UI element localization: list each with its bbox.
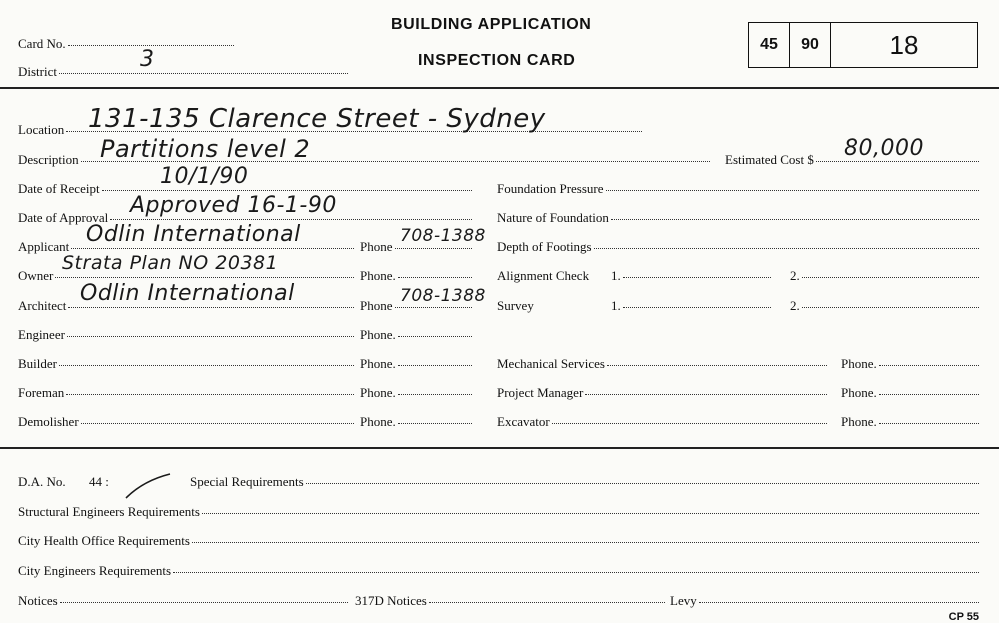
- card-number-boxes: [748, 22, 978, 68]
- depth-of-footings-field: [497, 239, 979, 257]
- nature-of-foundation-label: Nature of Foundation: [497, 210, 609, 225]
- description-value: Partitions level 2: [100, 135, 311, 163]
- excavator-phone-field: [841, 414, 979, 432]
- description-label: Description: [18, 152, 79, 167]
- engineer-label: Engineer: [18, 327, 65, 342]
- alignment-check-1-field: [611, 268, 771, 286]
- notices-field: [18, 593, 348, 611]
- notices-317d-field: [355, 593, 665, 611]
- title-line-1: BUILDING APPLICATION: [391, 16, 592, 33]
- demolisher-phone-field: [360, 414, 472, 432]
- notices-label: Notices: [18, 593, 58, 608]
- special-requirements-label: Special Requirements: [190, 474, 304, 489]
- foreman-phone-field: [360, 385, 472, 403]
- district-label: District: [18, 64, 57, 79]
- demolisher-field: [18, 414, 354, 432]
- survey-2-label: 2.: [790, 298, 800, 313]
- survey-1-label: 1.: [611, 298, 621, 313]
- owner-phone-label: Phone.: [360, 268, 396, 283]
- engineer-field: [18, 327, 354, 345]
- da-no-label: D.A. No.: [18, 474, 66, 489]
- architect-value: Odlin International: [80, 281, 295, 306]
- city-health-field: [18, 533, 979, 551]
- applicant-value: Odlin International: [86, 222, 301, 247]
- estimated-cost-label: Estimated Cost $: [725, 152, 814, 167]
- date-of-approval-label: Date of Approval: [18, 210, 109, 225]
- builder-label: Builder: [18, 356, 57, 371]
- district-value: 3: [140, 47, 155, 72]
- card-no-label: Card No.: [18, 36, 66, 51]
- project-manager-phone-field: [841, 385, 979, 403]
- project-manager-phone-label: Phone.: [841, 385, 877, 400]
- da-no-value: 44 :: [89, 474, 109, 489]
- district-field: [18, 64, 348, 82]
- city-engineers-label: City Engineers Requirements: [18, 563, 172, 578]
- nature-of-foundation-field: [497, 210, 979, 228]
- city-health-label: City Health Office Requirements: [18, 533, 190, 548]
- survey-label: Survey: [497, 298, 534, 313]
- middle-rule: [0, 447, 999, 449]
- alignment-check-2-field: [790, 268, 979, 286]
- structural-engineers-field: [18, 504, 979, 522]
- builder-field: [18, 356, 354, 374]
- structural-engineers-label: Structural Engineers Requirements: [18, 504, 200, 519]
- box-2: 90: [790, 23, 831, 67]
- foundation-pressure-label: Foundation Pressure: [497, 181, 604, 196]
- demolisher-phone-label: Phone.: [360, 414, 396, 429]
- notices-317d-label: 317D Notices: [355, 593, 427, 608]
- depth-of-footings-label: Depth of Footings: [497, 239, 592, 254]
- builder-phone-field: [360, 356, 472, 374]
- mechanical-services-phone-label: Phone.: [841, 356, 877, 371]
- date-of-receipt-value: 10/1/90: [160, 164, 249, 189]
- alignment-check-2-label: 2.: [790, 268, 800, 283]
- levy-label: Levy: [670, 593, 697, 608]
- applicant-label: Applicant: [18, 239, 70, 254]
- project-manager-field: [497, 385, 827, 403]
- foundation-pressure-field: [497, 181, 979, 199]
- card-no-field: [18, 36, 234, 54]
- alignment-check-1-label: 1.: [611, 268, 621, 283]
- location-value: 131-135 Clarence Street - Sydney: [88, 104, 546, 134]
- survey-2-field: [790, 298, 979, 316]
- excavator-phone-label: Phone.: [841, 414, 877, 429]
- applicant-phone-value: 708-1388: [400, 226, 486, 246]
- city-engineers-field: [18, 563, 979, 581]
- demolisher-label: Demolisher: [18, 414, 79, 429]
- architect-phone-label: Phone: [360, 298, 393, 313]
- engineer-phone-field: [360, 327, 472, 345]
- date-of-receipt-label: Date of Receipt: [18, 181, 100, 196]
- foreman-phone-label: Phone.: [360, 385, 396, 400]
- project-manager-label: Project Manager: [497, 385, 584, 400]
- excavator-field: [497, 414, 827, 432]
- title-line-2: INSPECTION CARD: [418, 52, 576, 69]
- builder-phone-label: Phone.: [360, 356, 396, 371]
- applicant-phone-label: Phone: [360, 239, 393, 254]
- estimated-cost-value: 80,000: [844, 136, 924, 161]
- box-1: 45: [749, 23, 790, 67]
- mechanical-services-phone-field: [841, 356, 979, 374]
- mechanical-services-label: Mechanical Services: [497, 356, 605, 371]
- mechanical-services-field: [497, 356, 827, 374]
- excavator-label: Excavator: [497, 414, 550, 429]
- alignment-check-label: Alignment Check: [497, 268, 590, 283]
- top-rule: [0, 87, 999, 89]
- architect-phone-value: 708-1388: [400, 286, 486, 306]
- levy-field: [670, 593, 979, 611]
- box-3: 18: [889, 29, 919, 60]
- foreman-field: [18, 385, 354, 403]
- architect-label: Architect: [18, 298, 67, 313]
- date-of-approval-value: Approved 16-1-90: [130, 193, 337, 218]
- owner-label: Owner: [18, 268, 54, 283]
- owner-phone-field: [360, 268, 472, 286]
- location-label: Location: [18, 122, 65, 137]
- owner-value: Strata Plan NO 20381: [62, 252, 279, 274]
- form-code: CP 55: [948, 611, 979, 623]
- tick-mark: [124, 472, 174, 500]
- engineer-phone-label: Phone.: [360, 327, 396, 342]
- survey-1-field: [611, 298, 771, 316]
- foreman-label: Foreman: [18, 385, 65, 400]
- special-requirements-field: [190, 474, 979, 492]
